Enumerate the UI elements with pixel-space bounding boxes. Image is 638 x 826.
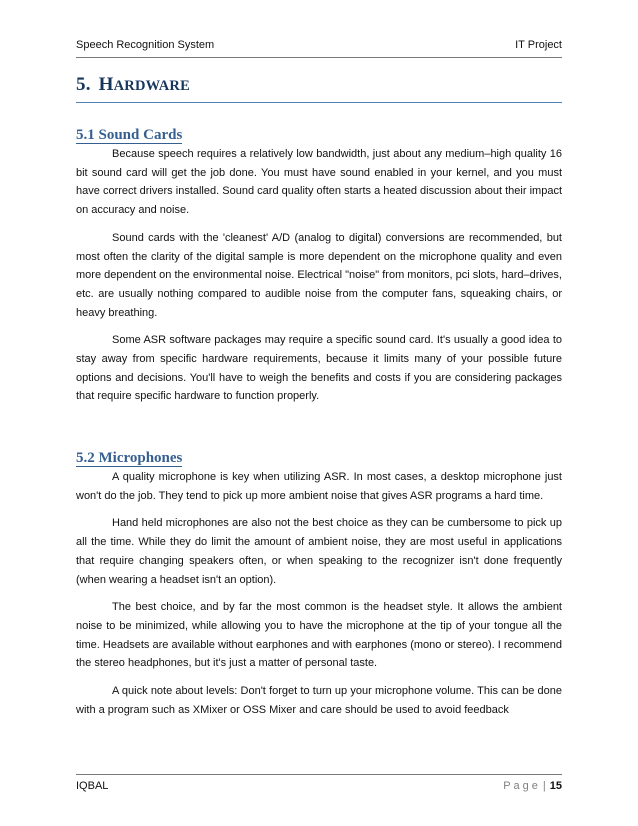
paragraph: Some ASR software packages may require a specific sound card. It's usually a good idea to stay away from specific hardware requirements, because it limits many of your possible future options and decisions. You'll have to weigh the benefits and costs if you are considering packages that require specific hardware to function properly. [76, 334, 562, 403]
paragraph: A quality microphone is key when utilizing ASR. In most cases, a desktop microphone just won't do the job. They tend to pick up more ambient noise that gives ASR programs a hard time. [76, 471, 562, 502]
page-label: Page [503, 780, 541, 792]
paragraph: A quick note about levels: Don't forget to turn up your microphone volume. This can be done with a program such as XMixer or OSS Mixer and care should be used to avoid feedback [76, 685, 562, 716]
paragraph: Hand held microphones are also not the best choice as they can be cumbersome to pick up all the time. While they do limit the amount of ambient noise, they are most useful in applications that require changing speakers often, or when speaking to the recognizer isn't done frequently (when wearing a headset isn't an option). [76, 517, 562, 586]
page-number: 15 [549, 780, 562, 792]
section-sound-cards [76, 127, 562, 415]
paragraph: The best choice, and by far the most common is the headset style. It allows the ambient noise to be minimized, while allowing you to have the microphone at the tip of your tongue all the time. Headsets are available without earphones and with earphones (mono or stereo). I recommend the stereo headphones, but it's just a matter of personal taste. [76, 601, 562, 670]
section-title: 5.1 Sound Cards [76, 127, 183, 143]
chapter-divider [76, 102, 562, 103]
paragraph: Because speech requires a relatively low bandwidth, just about any medium–high quality 16 bit sound card will get the job done. You must have sound enabled in your kernel, and you must have correct drivers installed. Sound card quality often starts a heated discussion about their impact on accuracy and noise. [76, 148, 562, 217]
header-left: Speech Recognition System [76, 39, 215, 51]
page-indicator [503, 780, 562, 792]
footer-author: IQBAL [76, 780, 109, 792]
chapter-title-initial: H [98, 74, 114, 95]
footer-divider [76, 774, 562, 775]
page-header [76, 39, 562, 55]
chapter-heading [76, 74, 190, 96]
header-divider [76, 57, 562, 58]
header-right: IT Project [515, 39, 562, 51]
page-footer [76, 780, 562, 792]
paragraph: Sound cards with the 'cleanest' A/D (analog to digital) conversions are recommended, but most often the clarity of the digital sample is more dependent on the microphone quality and even more dependent on the environmental noise. Electrical "noise" from monitors, pci slots, hard–drives, etc. are usually nothing compared to audible noise from the computer fans, squeaking chairs, or heavy breathing. [76, 231, 562, 319]
chapter-number: 5. [76, 74, 91, 95]
section-title: 5.2 Microphones [76, 450, 183, 466]
page-separator: | [542, 780, 546, 792]
section-microphones [76, 450, 562, 728]
chapter-title-rest: ARDWARE [113, 78, 190, 94]
